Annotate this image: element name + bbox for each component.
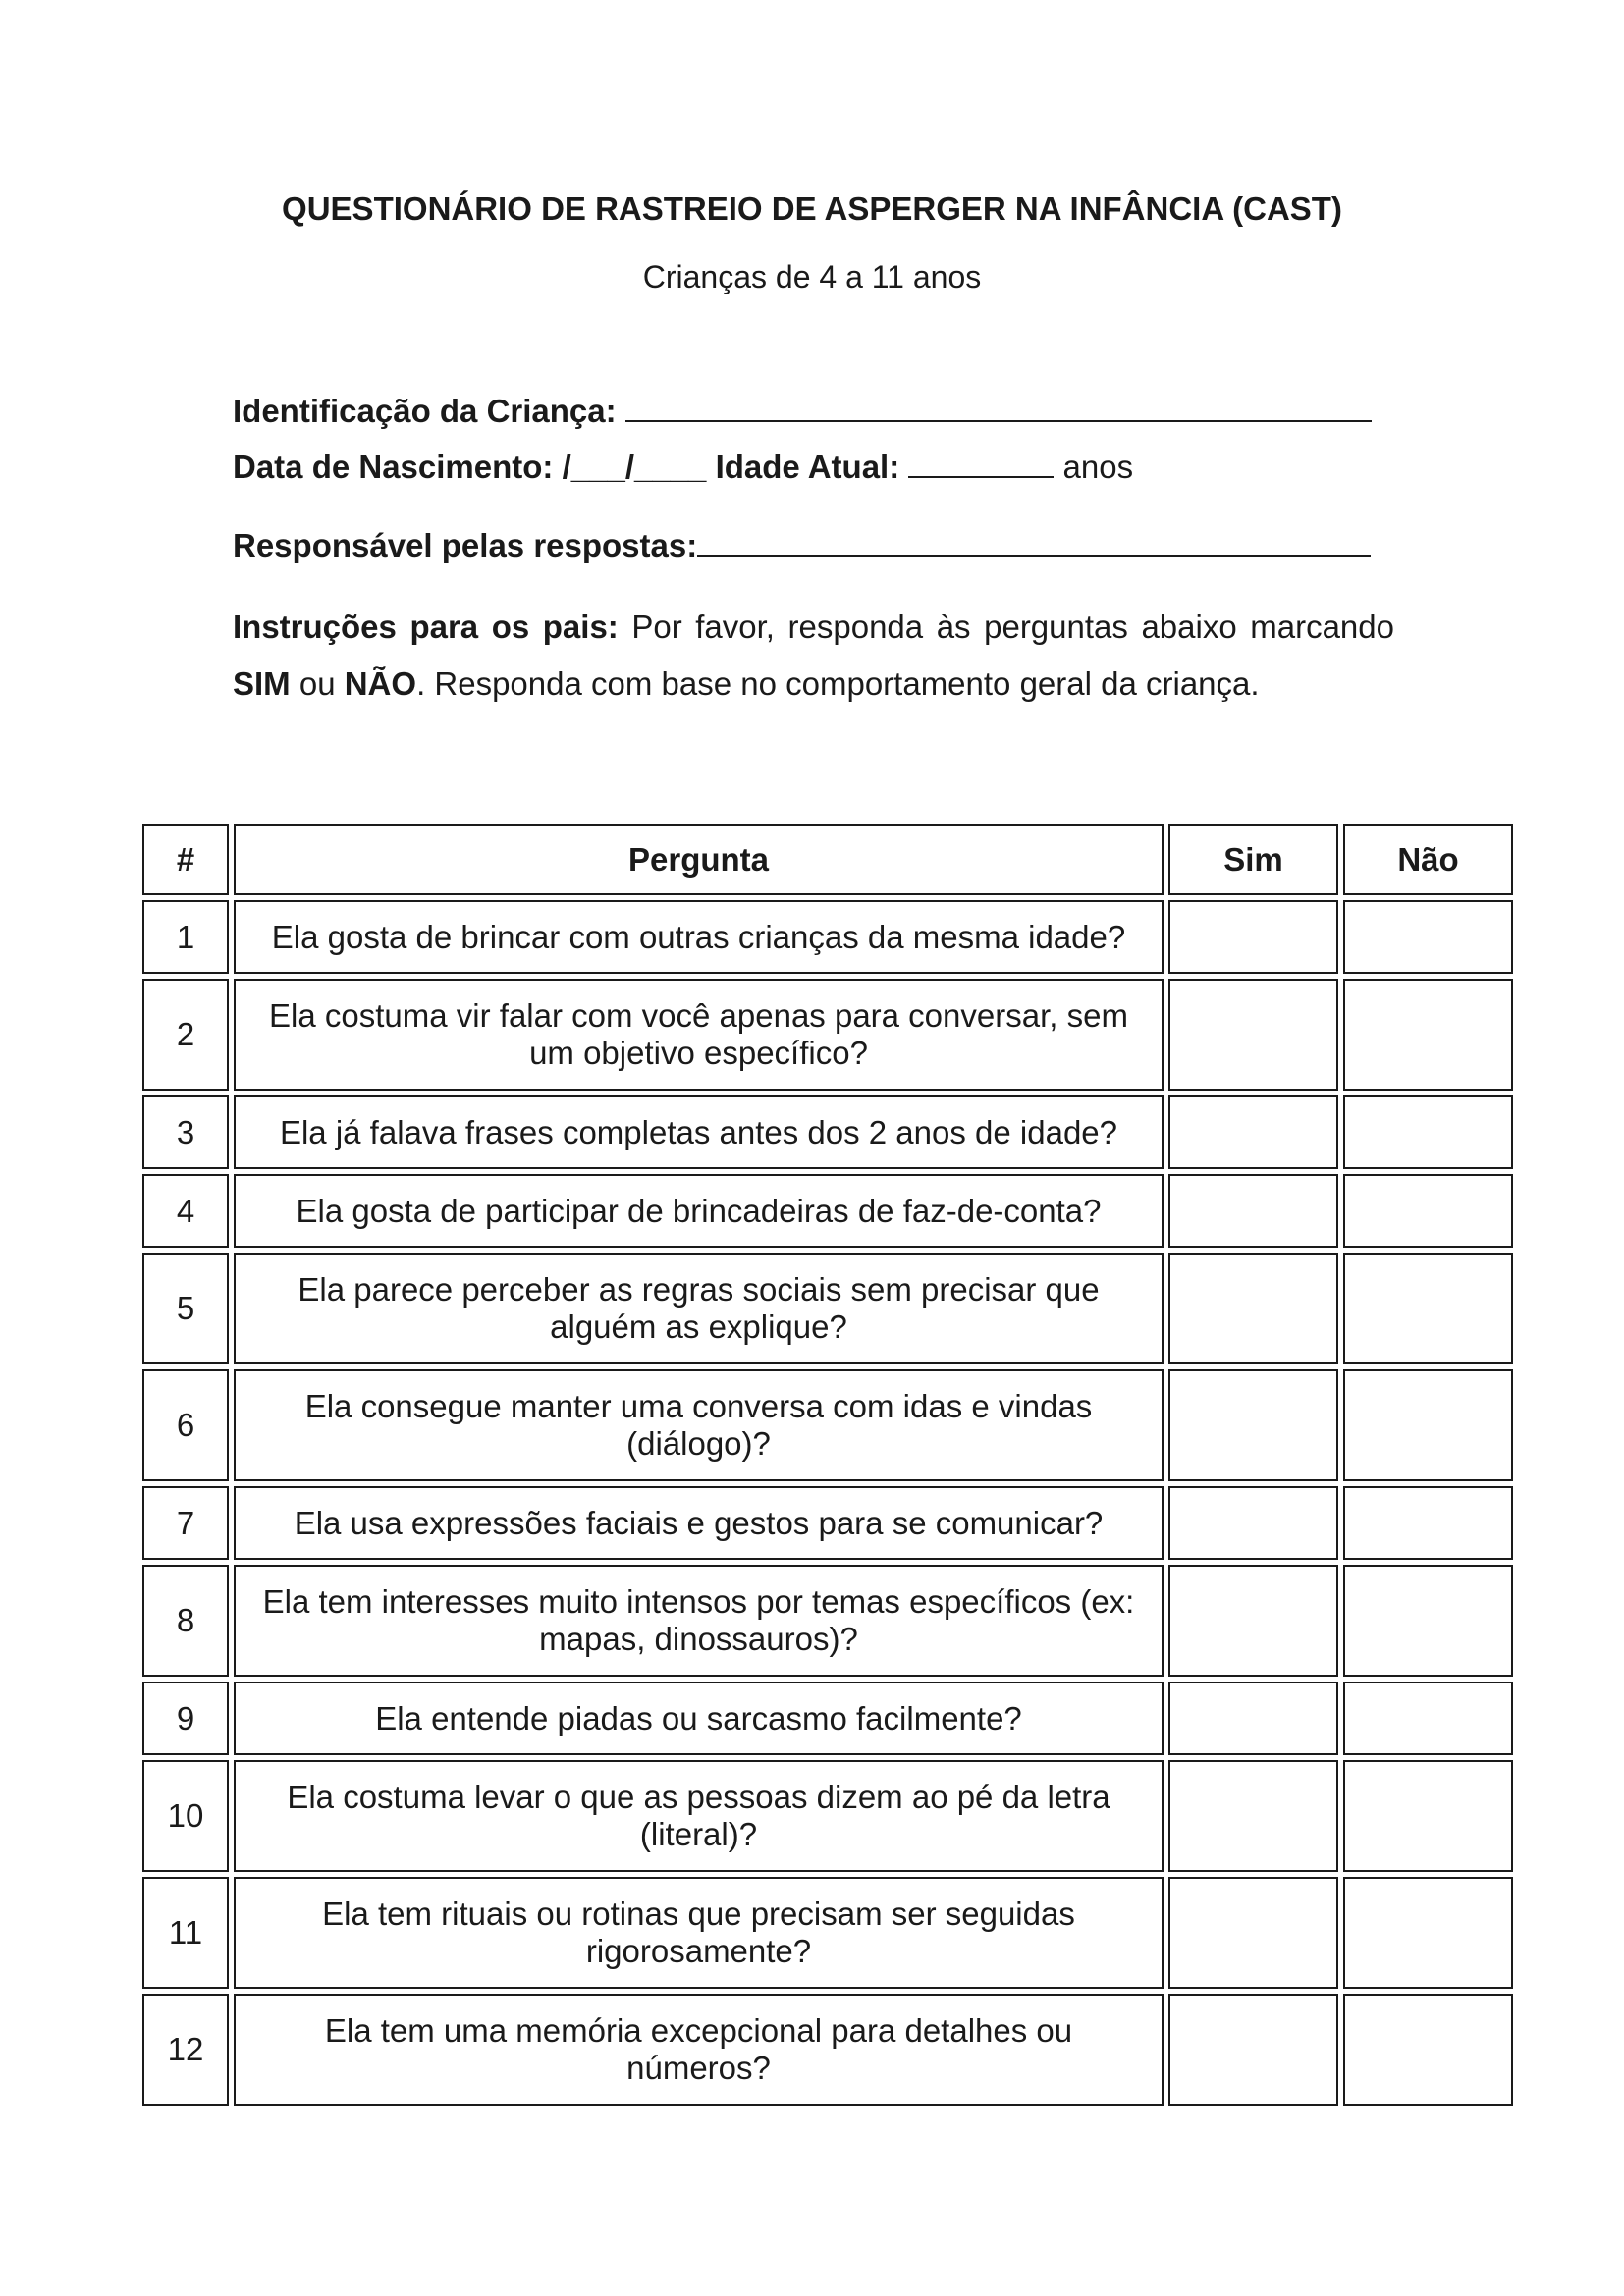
row-number: 10 <box>142 1760 229 1872</box>
sim-checkbox-cell[interactable] <box>1168 1760 1338 1872</box>
responsavel-field <box>233 525 1371 564</box>
sim-checkbox-cell[interactable] <box>1168 1682 1338 1755</box>
row-question: Ela usa expressões faciais e gestos para se comunicar? <box>234 1486 1164 1560</box>
row-question: Ela costuma vir falar com você apenas para conversar, sem um objetivo específico? <box>234 979 1164 1091</box>
row-question: Ela costuma levar o que as pessoas dizem ao pé da letra (literal)? <box>234 1760 1164 1872</box>
table-header-row <box>142 824 1513 895</box>
instructions-ou: ou <box>290 666 345 702</box>
table-row <box>142 1174 1513 1248</box>
table-row <box>142 1486 1513 1560</box>
row-question: Ela gosta de participar de brincadeiras de faz-de-conta? <box>234 1174 1164 1248</box>
instructions-lead: Instruções para os pais: <box>233 609 619 645</box>
nao-checkbox-cell[interactable] <box>1343 1369 1513 1481</box>
sim-checkbox-cell[interactable] <box>1168 1369 1338 1481</box>
row-question: Ela tem rituais ou rotinas que precisam ser seguidas rigorosamente? <box>234 1877 1164 1989</box>
sim-checkbox-cell[interactable] <box>1168 1994 1338 2106</box>
nao-checkbox-cell[interactable] <box>1343 1095 1513 1169</box>
row-number: 3 <box>142 1095 229 1169</box>
row-question: Ela entende piadas ou sarcasmo facilmente? <box>234 1682 1164 1755</box>
instructions-nao: NÃO <box>344 666 417 702</box>
table-row <box>142 1369 1513 1481</box>
identificacao-label: Identificação da Criança: <box>233 393 617 429</box>
row-number: 6 <box>142 1369 229 1481</box>
nao-checkbox-cell[interactable] <box>1343 1486 1513 1560</box>
nao-checkbox-cell[interactable] <box>1343 1760 1513 1872</box>
sim-checkbox-cell[interactable] <box>1168 1174 1338 1248</box>
instructions-text-1: Por favor, responda às perguntas abaixo marcando <box>618 609 1394 645</box>
sim-checkbox-cell[interactable] <box>1168 979 1338 1091</box>
header-number: # <box>142 824 229 895</box>
page-subtitle: Crianças de 4 a 11 anos <box>642 259 982 294</box>
table-row <box>142 1095 1513 1169</box>
sim-checkbox-cell[interactable] <box>1168 1095 1338 1169</box>
row-number: 12 <box>142 1994 229 2106</box>
table-row <box>142 1994 1513 2106</box>
row-number: 2 <box>142 979 229 1091</box>
row-question: Ela gosta de brincar com outras crianças da mesma idade? <box>234 900 1164 974</box>
nao-checkbox-cell[interactable] <box>1343 979 1513 1091</box>
table-row <box>142 979 1513 1091</box>
nascimento-label: Data de Nascimento: /___/____ <box>233 449 707 485</box>
idade-unit: anos <box>1062 449 1134 485</box>
row-question: Ela tem interesses muito intensos por temas específicos (ex: mapas, dinossauros)? <box>234 1565 1164 1677</box>
identificacao-field <box>233 391 1372 430</box>
sim-checkbox-cell[interactable] <box>1168 1565 1338 1677</box>
header-sim: Sim <box>1168 824 1338 895</box>
responsavel-label: Responsável pelas respostas: <box>233 527 698 563</box>
table-row <box>142 900 1513 974</box>
sim-checkbox-cell[interactable] <box>1168 1253 1338 1364</box>
row-question: Ela parece perceber as regras sociais sem precisar que alguém as explique? <box>234 1253 1164 1364</box>
nao-checkbox-cell[interactable] <box>1343 900 1513 974</box>
row-question: Ela tem uma memória excepcional para detalhes ou números? <box>234 1994 1164 2106</box>
row-number: 8 <box>142 1565 229 1677</box>
row-question: Ela consegue manter uma conversa com idas e vindas (diálogo)? <box>234 1369 1164 1481</box>
sim-checkbox-cell[interactable] <box>1168 1877 1338 1989</box>
page-title: QUESTIONÁRIO DE RASTREIO DE ASPERGER NA INFÂNCIA (CAST) <box>282 190 1342 227</box>
row-number: 4 <box>142 1174 229 1248</box>
row-question: Ela já falava frases completas antes dos 2 anos de idade? <box>234 1095 1164 1169</box>
nascimento-idade-field <box>233 447 1133 486</box>
idade-label: Idade Atual: <box>715 449 900 485</box>
table-row <box>142 1877 1513 1989</box>
nao-checkbox-cell[interactable] <box>1343 1994 1513 2106</box>
sim-checkbox-cell[interactable] <box>1168 900 1338 974</box>
questionnaire-table <box>137 819 1518 2110</box>
row-number: 7 <box>142 1486 229 1560</box>
responsavel-blank[interactable] <box>697 525 1371 557</box>
nao-checkbox-cell[interactable] <box>1343 1877 1513 1989</box>
nao-checkbox-cell[interactable] <box>1343 1682 1513 1755</box>
sim-checkbox-cell[interactable] <box>1168 1486 1338 1560</box>
nao-checkbox-cell[interactable] <box>1343 1565 1513 1677</box>
instructions-sim: SIM <box>233 666 291 702</box>
nao-checkbox-cell[interactable] <box>1343 1174 1513 1248</box>
row-number: 5 <box>142 1253 229 1364</box>
row-number: 9 <box>142 1682 229 1755</box>
table-row <box>142 1682 1513 1755</box>
identificacao-blank[interactable] <box>625 391 1372 422</box>
table-row <box>142 1760 1513 1872</box>
table-row <box>142 1253 1513 1364</box>
nao-checkbox-cell[interactable] <box>1343 1253 1513 1364</box>
table-row <box>142 1565 1513 1677</box>
header-nao: Não <box>1343 824 1513 895</box>
header-question: Pergunta <box>234 824 1164 895</box>
idade-blank[interactable] <box>908 447 1054 478</box>
instructions-text-2: . Responda com base no comportamento geral da criança. <box>416 666 1260 702</box>
row-number: 1 <box>142 900 229 974</box>
instructions <box>233 599 1394 713</box>
row-number: 11 <box>142 1877 229 1989</box>
